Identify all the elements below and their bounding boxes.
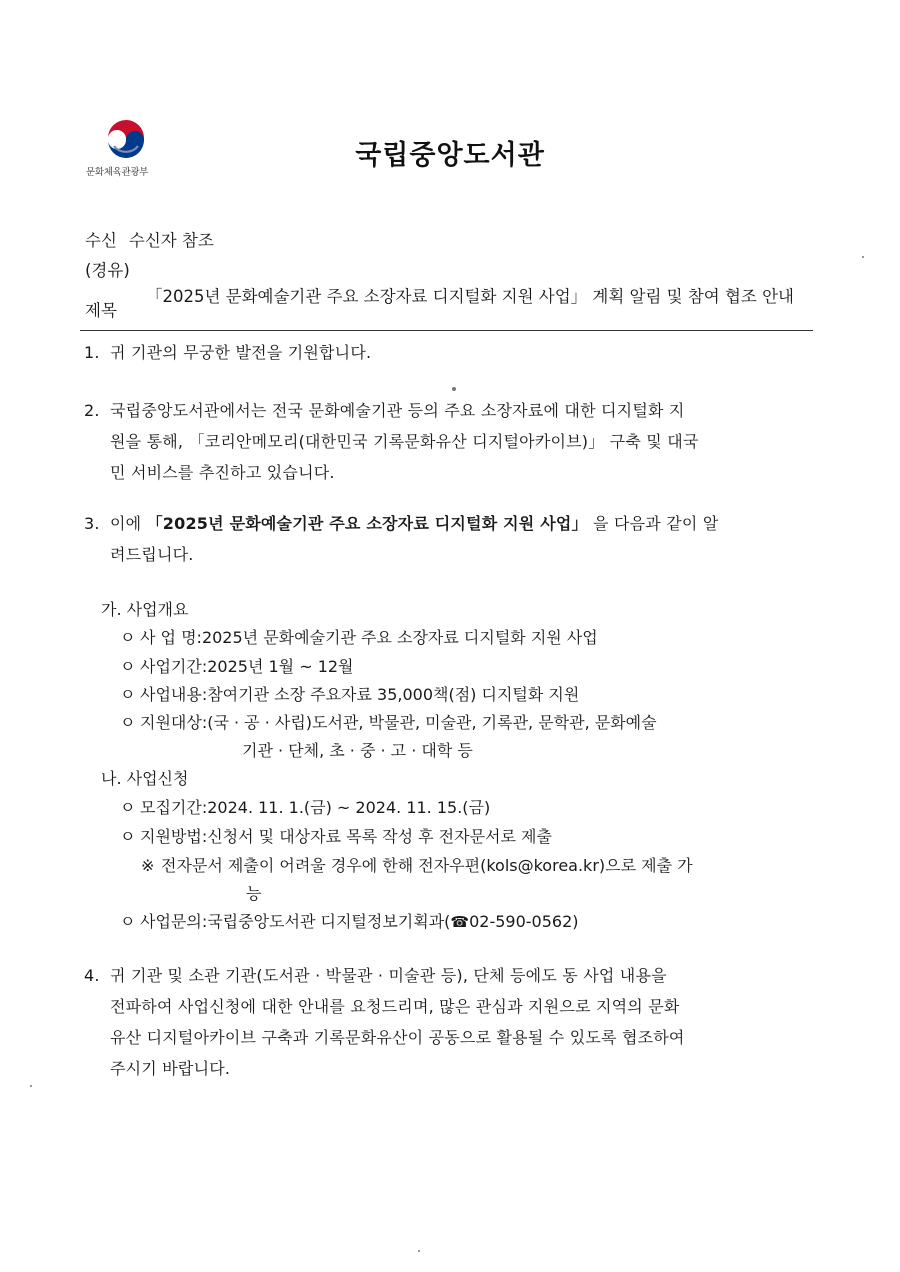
item-value: 국립중앙도서관 디지털정보기획과( — [207, 912, 451, 931]
org-title: 국립중앙도서관 — [355, 140, 545, 171]
paragraph-line: 유산 디지털아카이브 구축과 기록문화유산이 공동으로 활용될 수 있도록 협조하여 — [110, 1028, 685, 1047]
item-value: 2025년 1월 ~ 12월 — [207, 657, 354, 676]
phone-icon: ☎ — [450, 913, 470, 931]
paragraph-line: 민 서비스를 추진하고 있습니다. — [110, 463, 335, 482]
bullet: ㅇ — [120, 798, 136, 817]
paragraph-4 — [84, 960, 814, 1084]
paragraph-line: 려드립니다. — [110, 545, 194, 564]
note-text: 전자문서 제출이 어려울 경우에 한해 전자우편(kols@korea.kr)으로 제출 가 — [161, 856, 693, 875]
ministry-name: 문화체육관광부 — [86, 167, 149, 178]
header-divider — [80, 330, 813, 331]
scan-speck — [418, 1250, 420, 1252]
item-label: 사업기간: — [140, 657, 208, 676]
section-application-title: 나. 사업신청 — [101, 769, 189, 788]
bullet: ㅇ — [120, 912, 136, 931]
overview-item-target — [120, 710, 657, 733]
bullet: ㅇ — [120, 713, 136, 732]
scan-speck — [30, 1085, 32, 1087]
recipient-label: 수신 — [85, 231, 117, 250]
paragraph-number: 1. — [84, 343, 100, 362]
contact-close: ) — [572, 912, 579, 931]
section-overview-title: 가. 사업개요 — [101, 600, 189, 619]
item-label: 지원방법: — [140, 827, 208, 846]
paragraph-number: 4. — [84, 966, 100, 985]
overview-item-name — [120, 625, 598, 648]
scan-speck — [862, 256, 864, 258]
bullet: ㅇ — [120, 657, 136, 676]
overview-item-period — [120, 654, 354, 677]
paragraph-text: 귀 기관의 무궁한 발전을 기원합니다. — [110, 343, 372, 362]
paragraph-line: 주시기 바랍니다. — [110, 1059, 231, 1078]
bullet: ㅇ — [120, 827, 136, 846]
application-item-contact — [120, 909, 579, 932]
paragraph-3 — [84, 508, 814, 570]
paragraph-post: 을 다음과 같이 알 — [587, 514, 719, 533]
bullet: ㅇ — [120, 628, 136, 647]
paragraph-line: 귀 기관 및 소관 기관(도서관 · 박물관 · 미술관 등), 단체 등에도 동 사업 내용을 — [110, 966, 667, 985]
item-label: 지원대상: — [140, 713, 208, 732]
subject-text: 「2025년 문화예술기관 주요 소장자료 디지털화 지원 사업」 계획 알림 및 참여 협조 안내 — [146, 287, 794, 306]
project-title-bold: 「2025년 문화예술기관 주요 소장자료 디지털화 지원 사업」 — [146, 514, 588, 533]
item-value: 2024. 11. 1.(금) ~ 2024. 11. 15.(금) — [207, 798, 491, 817]
item-label: 사업문의: — [140, 912, 208, 931]
item-value: 참여기관 소장 주요자료 35,000책(점) 디지털화 지원 — [207, 685, 580, 704]
paragraph-2 — [84, 395, 814, 488]
paragraph-line: 국립중앙도서관에서는 전국 문화예술기관 등의 주요 소장자료에 대한 디지털화 지 — [110, 401, 685, 420]
bullet: ㅇ — [120, 685, 136, 704]
scan-speck — [452, 387, 456, 391]
overview-item-target-cont: 기관 · 단체, 초 · 중 · 고 · 대학 등 — [242, 741, 473, 760]
application-note — [141, 853, 693, 876]
item-label: 모집기간: — [140, 798, 208, 817]
paragraph-number: 2. — [84, 401, 100, 420]
item-label: 사 업 명: — [140, 628, 202, 647]
paragraph-number: 3. — [84, 514, 100, 533]
via-row: (경유) — [85, 261, 130, 280]
paragraph-1 — [84, 337, 814, 368]
paragraph-line: 전파하여 사업신청에 대한 안내를 요청드리며, 많은 관심과 지원으로 지역의 문화 — [110, 997, 680, 1016]
item-value: 신청서 및 대상자료 목록 작성 후 전자문서로 제출 — [207, 827, 552, 846]
item-value: 2025년 문화예술기관 주요 소장자료 디지털화 지원 사업 — [201, 628, 598, 647]
application-note-cont: 능 — [246, 884, 262, 903]
phone-number: 02-590-0562 — [469, 912, 573, 931]
note-mark: ※ — [141, 856, 155, 875]
paragraph-line: 원을 통해, 「코리안메모리(대한민국 기록문화유산 디지털아카이브)」 구축 및 대국 — [110, 432, 699, 451]
application-item-period — [120, 795, 490, 818]
recipient-row — [85, 227, 214, 251]
subject-label: 제목 — [85, 301, 117, 320]
recipient-value: 수신자 참조 — [128, 231, 214, 250]
paragraph-pre: 이에 — [110, 514, 147, 533]
item-label: 사업내용: — [140, 685, 208, 704]
item-value: (국 · 공 · 사립)도서관, 박물관, 미술관, 기록관, 문학관, 문화예술 — [207, 713, 657, 732]
overview-item-content — [120, 682, 579, 705]
application-item-method — [120, 824, 552, 847]
